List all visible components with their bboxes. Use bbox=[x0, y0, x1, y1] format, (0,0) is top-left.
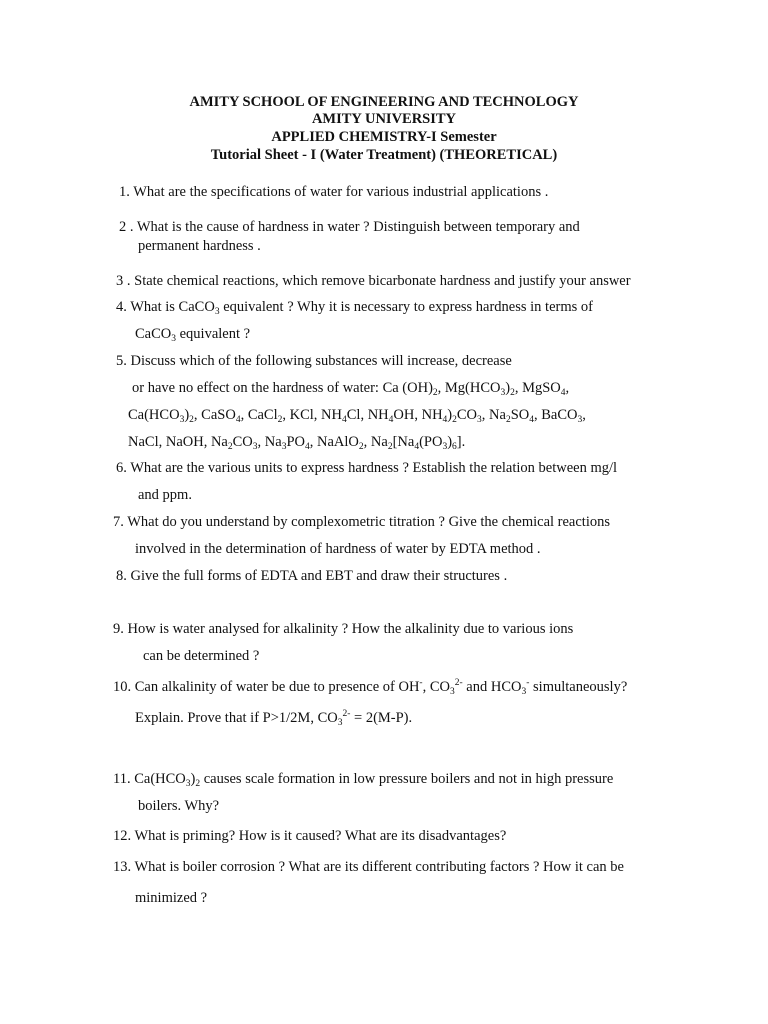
question-11-line-2: boilers. Why? bbox=[138, 798, 220, 814]
question-12: 12. What is priming? How is it caused? What are its disadvantages? bbox=[113, 828, 507, 844]
question-5-line-3: $Ca(HCO_3)_2$, CaSO$_4$, CaCl$_2$, KCl, $NH_4Cl$, $NH_4OH$, $NH_4)_2CO_3$, $Na_2SO_4$, BaCO$_3$, bbox=[128, 407, 586, 425]
question-10-line-1: 10. Can alkalinity of water be due to presence of OH-, $CO_3^{2-}$ and $HCO_3^-$ simultaneously? bbox=[113, 678, 628, 697]
question-5-line-2: or have no effect on the hardness of water: Ca $(OH)_2$, $Mg(HCO_3)_2$, MgSO$_4$, bbox=[132, 380, 570, 398]
question-13-line-2: minimized ? bbox=[135, 890, 208, 906]
question-10-line-2: Explain. Prove that if P>1/2M, $CO_3^{2-} = 2(M-P)$. bbox=[135, 709, 413, 728]
question-13-line-1: 13. What is boiler corrosion ? What are its different contributing factors ? How it can be bbox=[113, 859, 624, 875]
school-title: AMITY SCHOOL OF ENGINEERING AND TECHNOLOGY bbox=[189, 94, 579, 110]
question-2-line-2: permanent hardness . bbox=[138, 238, 261, 254]
question-7-line-1: 7. What do you understand by complexometric titration ? Give the chemical reactions bbox=[113, 514, 611, 530]
question-5-line-4: NaCl, NaOH, $Na_2CO_3$, $Na_3PO_4$, NaAlO$_2$, $Na_2[Na_4(PO_3)_6]$. bbox=[128, 434, 466, 452]
question-5-line-1: 5. Discuss which of the following substances will increase, decrease bbox=[116, 353, 512, 369]
question-6-line-1: 6. What are the various units to express hardness ? Establish the relation between mg/l bbox=[116, 460, 618, 476]
question-8: 8. Give the full forms of EDTA and EBT and draw their structures . bbox=[116, 568, 508, 584]
course-title: APPLIED CHEMISTRY-I Semester bbox=[271, 129, 497, 145]
question-2-line-1: 2 . What is the cause of hardness in water ? Distinguish between temporary and bbox=[119, 219, 580, 235]
question-9-line-2: can be determined ? bbox=[143, 648, 260, 664]
university-title: AMITY UNIVERSITY bbox=[311, 111, 457, 127]
question-4-line-1: 4. What is CaCO$_3$ equivalent ? Why it is necessary to express hardness in terms of bbox=[116, 299, 593, 317]
question-1: 1. What are the specifications of water for various industrial applications . bbox=[119, 184, 549, 200]
question-9-line-1: 9. How is water analysed for alkalinity ? How the alkalinity due to various ions bbox=[113, 621, 574, 637]
question-6-line-2: and ppm. bbox=[138, 487, 192, 503]
question-11-line-1: 11. $Ca(HCO_3)_2$ causes scale formation in low pressure boilers and not in high pressure bbox=[113, 771, 614, 789]
question-4-line-2: CaCO$_3$ equivalent ? bbox=[135, 326, 251, 344]
sheet-title: Tutorial Sheet - I (Water Treatment) (THEORETICAL) bbox=[210, 147, 558, 163]
question-3: 3 . State chemical reactions, which remove bicarbonate hardness and justify your answer bbox=[116, 273, 631, 289]
question-7-line-2: involved in the determination of hardness of water by EDTA method . bbox=[135, 541, 541, 557]
